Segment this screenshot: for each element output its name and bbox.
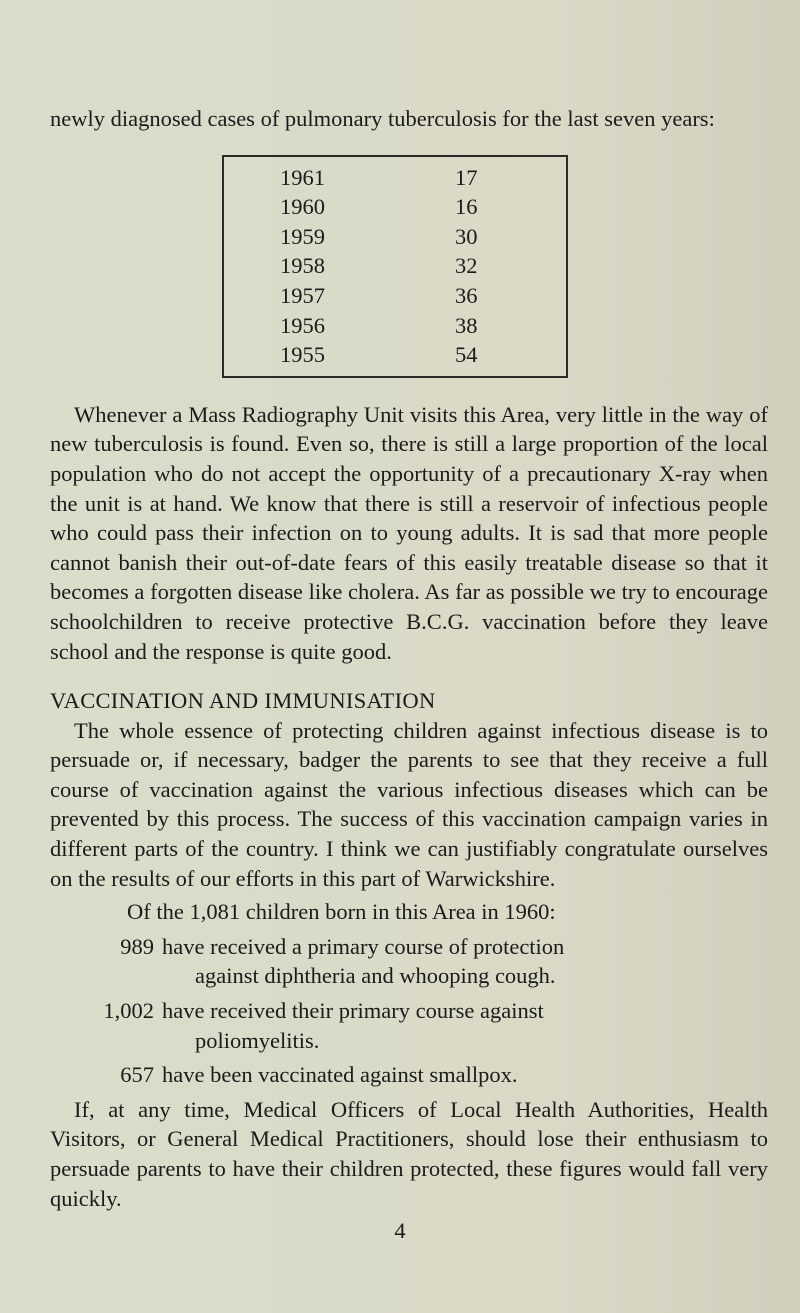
- stat-item: [50, 1060, 768, 1090]
- vaccination-paragraph: The whole essence of protecting children against infectious disease is to persuade or, if necessary, badger the parents to see that they receive a full course of vaccination against the various infectious diseases which can be prevented by this process. The success of this vaccination campaign varies in different parts of the country. I think we can justifiably congratulate ourselves on the results of our efforts in this part of Warwickshire.: [50, 717, 768, 891]
- stat-item: [50, 996, 768, 1055]
- cases-cell: 54: [455, 342, 478, 368]
- table-row: [223, 156, 567, 193]
- cases-cell: 16: [455, 194, 478, 220]
- year-cell: 1960: [280, 194, 325, 220]
- section-heading: VACCINATION AND IMMUNISATION: [50, 688, 436, 714]
- stat-number: 989: [120, 933, 154, 959]
- final-paragraph: If, at any time, Medical Officers of Local Health Authorities, Health Visitors, or General Medical Practitioners, should lose their enthusiasm to persuade parents to have their children protected, these figures would fall very quickly.: [50, 1096, 768, 1211]
- stat-line: have received a primary course of protection: [162, 933, 565, 959]
- stat-description: [162, 1060, 632, 1090]
- stat-line: have received their primary course against: [162, 998, 544, 1024]
- intro-paragraph: newly diagnosed cases of pulmonary tuberculosis for the last seven years:: [50, 106, 715, 131]
- year-cell: 1957: [280, 282, 325, 308]
- stat-line-continued: poliomyelitis.: [195, 1027, 320, 1053]
- radiography-paragraph: Whenever a Mass Radiography Unit visits this Area, very little in the way of new tuberculosis is found. Even so, there is still a large proportion of the local population who do not accept the opportunity of a precautionary X-ray when the unit is at hand. We know that there is still a reservoir of infectious people who could pass their infection on to young adults. It is sad that more people cannot banish their out-of-date fears of this easily treatable disease so that it becomes a forgotten disease like cholera. As far as possible we try to encourage schoolchildren to receive protective B.C.G. vaccination before they leave school and the response is quite good.: [50, 401, 768, 664]
- stat-line-continued: against diphtheria and whooping cough.: [195, 963, 556, 989]
- stats-intro: Of the 1,081 children born in this Area in 1960:: [127, 899, 556, 925]
- cases-cell: 17: [455, 164, 478, 190]
- tuberculosis-cases-table: [222, 155, 568, 378]
- year-cell: 1955: [280, 342, 325, 368]
- stat-item: [50, 932, 768, 991]
- table-row: [223, 311, 567, 341]
- year-cell: 1959: [280, 223, 325, 249]
- cases-cell: 36: [455, 282, 478, 308]
- table-row: [223, 340, 567, 377]
- table-row: [223, 192, 567, 222]
- stat-number: 1,002: [103, 998, 154, 1024]
- stat-description: [162, 932, 632, 991]
- stat-description: [162, 996, 632, 1055]
- table-row: [223, 251, 567, 281]
- year-cell: 1958: [280, 253, 325, 279]
- table-row: [223, 222, 567, 252]
- stat-number: 657: [120, 1062, 154, 1088]
- year-cell: 1956: [280, 312, 325, 338]
- year-cell: 1961: [280, 164, 325, 190]
- cases-cell: 30: [455, 223, 478, 249]
- document-page: [50, 104, 768, 1213]
- stat-line: have been vaccinated against smallpox.: [162, 1062, 518, 1088]
- table-row: [223, 281, 567, 311]
- cases-cell: 32: [455, 253, 478, 279]
- cases-cell: 38: [455, 312, 478, 338]
- page-number: 4: [394, 1218, 406, 1243]
